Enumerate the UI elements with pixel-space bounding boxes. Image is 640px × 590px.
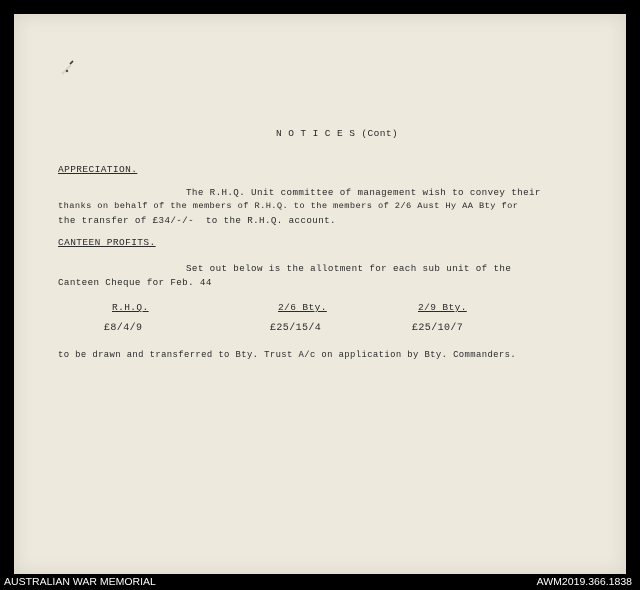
amount-2-9-bty: £25/10/7 <box>412 323 464 334</box>
canteen-line-1: Set out below is the allotment for each sub unit of the <box>186 263 512 274</box>
appreciation-line-1: The R.H.Q. Unit committee of management wish to convey their <box>186 187 541 198</box>
column-header-2-6-bty: 2/6 Bty. <box>278 302 327 313</box>
appreciation-line-2: thanks on behalf of the members of R.H.Q. to the members of 2/6 Aust Hy AA Bty for <box>58 201 519 211</box>
column-header-rhq: R.H.Q. <box>112 302 149 313</box>
column-header-2-9-bty: 2/9 Bty. <box>418 302 467 313</box>
document-page <box>14 14 626 574</box>
canteen-line-2: Canteen Cheque for Feb. 44 <box>58 277 212 288</box>
canteen-title: CANTEEN PROFITS. <box>58 237 156 248</box>
amount-rhq: £8/4/9 <box>104 323 143 334</box>
amount-2-6-bty: £25/15/4 <box>270 323 322 334</box>
notices-heading: N O T I C E S (Cont) <box>276 128 399 139</box>
appreciation-title: APPRECIATION. <box>58 164 138 175</box>
footer-accession-number: AWM2019.366.1838 <box>536 576 632 588</box>
canteen-closing-line: to be drawn and transferred to Bty. Trust A/c on application by Bty. Commanders. <box>58 350 517 360</box>
appreciation-line-3: the transfer of £34/-/- to the R.H.Q. account. <box>58 215 336 226</box>
paper-mark <box>58 58 80 80</box>
footer-institution: AUSTRALIAN WAR MEMORIAL <box>4 576 156 588</box>
